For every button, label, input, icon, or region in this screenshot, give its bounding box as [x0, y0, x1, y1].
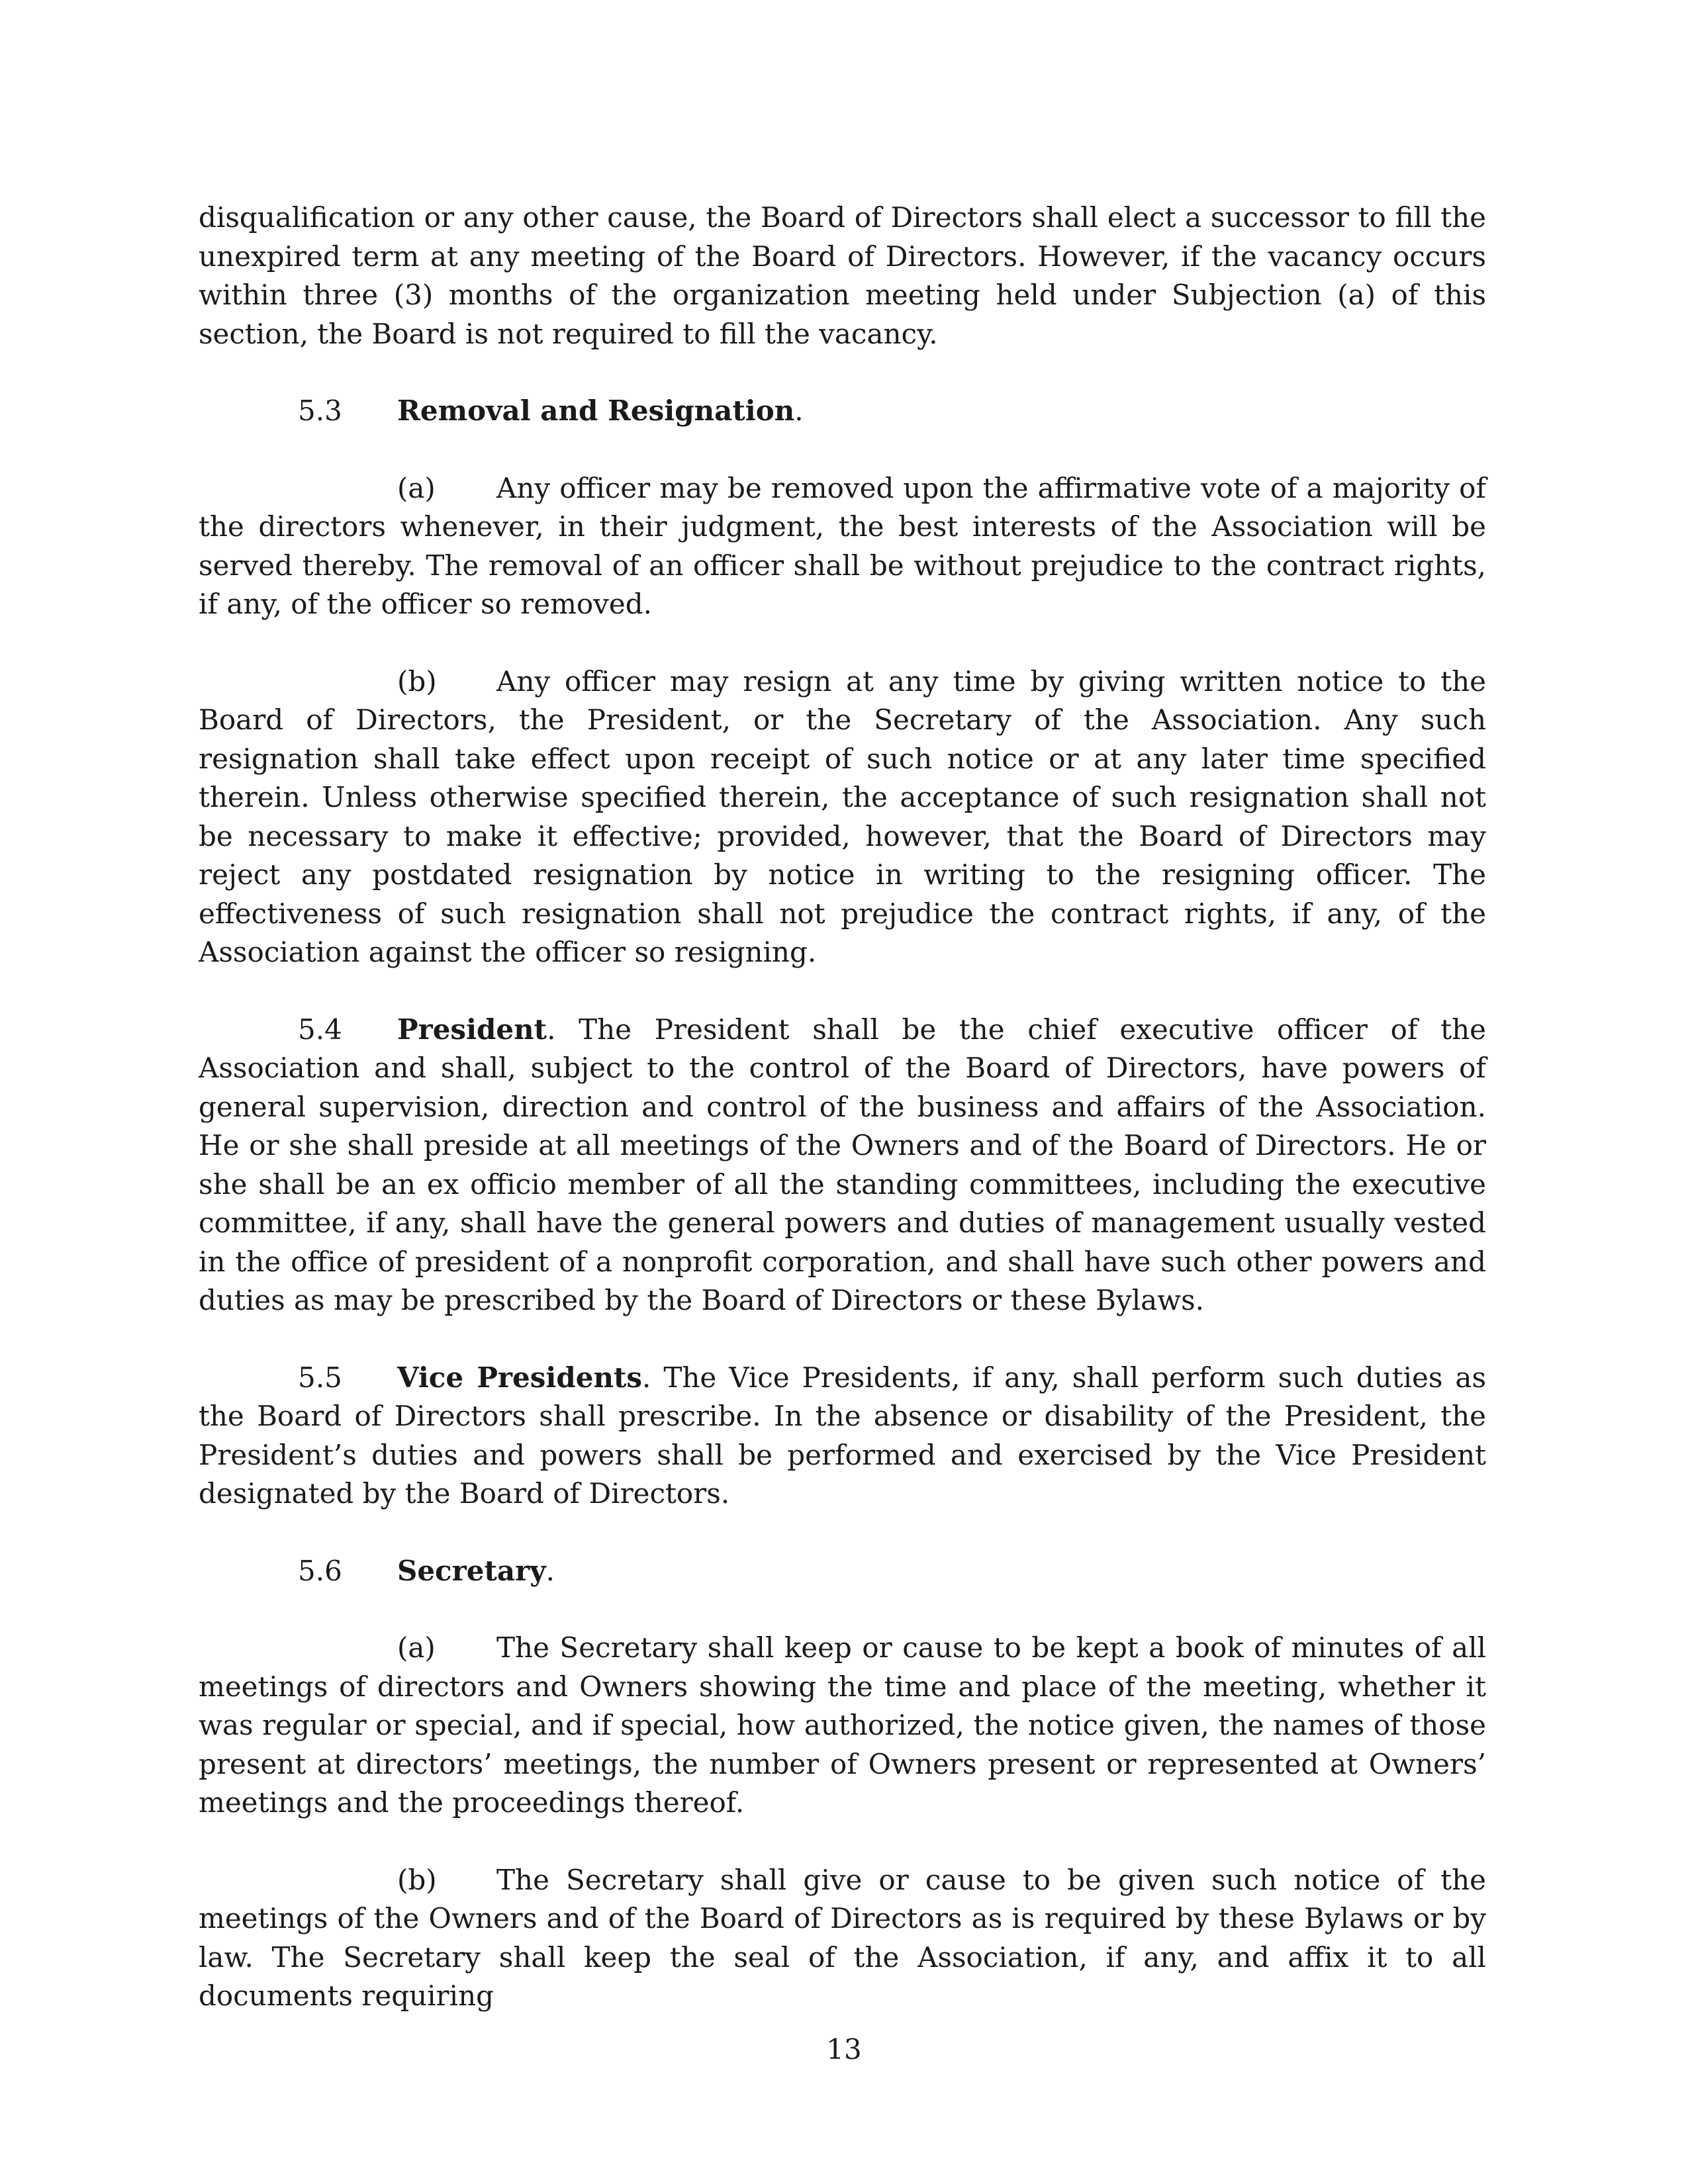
section-number: 5.4 — [298, 1013, 342, 1046]
subsection-text: The Secretary shall keep or cause to be kept a book of minutes of all meetings of directors and Owners showing the time and place of the meeting, whether it was regular or special, and if special, how authorized, the notice given, the names of those present at directors’ meetings, the number of Owners present or represented at Owners’ meetings and the proceedings thereof. — [199, 1631, 1486, 1819]
section-5-4-paragraph — [199, 1011, 1486, 1320]
section-title: Secretary — [397, 1554, 546, 1587]
section-5-6-a-paragraph — [199, 1629, 1486, 1823]
title-period: . — [545, 1554, 555, 1587]
section-title: President — [397, 1013, 547, 1046]
section-5-3-b-paragraph — [199, 662, 1486, 972]
section-title: Removal and Resignation — [397, 394, 795, 427]
subsection-text: The Secretary shall give or cause to be given such notice of the meetings of the Owners and of the Board of Directors as is required by these Bylaws or by law. The Secretary shall keep the seal of the Association, if any, and affix it to all documents requiring — [199, 1863, 1486, 2012]
section-number: 5.5 — [298, 1361, 342, 1394]
continuation-paragraph: disqualification or any other cause, the Board of Directors shall elect a successor to fill the unexpired term at any meeting of the Board of Directors. However, if the vacancy occurs within three (3) months of the organization meeting held under Subjection (a) of this section, the Board is not required to fill the vacancy. — [199, 201, 1486, 350]
section-text: . The Vice Presidents, if any, shall perform such duties as the Board of Directors shall prescribe. In the absence or disability of the President, the President’s duties and powers shall be performed and exercised by the Vice President designated by the Board of Directors. — [199, 1361, 1486, 1510]
section-5-6-heading — [199, 1552, 1486, 1591]
subsection-text: Any officer may be removed upon the affirmative vote of a majority of the directors whenever, in their judgment, the best interests of the Association will be served thereby. The removal of an officer shall be without prejudice to the contract rights, if any, of the officer so removed. — [199, 471, 1486, 620]
section-5-6-b-paragraph — [199, 1861, 1486, 2016]
subsection-label: (a) — [397, 471, 436, 504]
subsection-label: (a) — [397, 1631, 436, 1664]
section-number: 5.3 — [298, 394, 342, 427]
section-5-5-paragraph — [199, 1359, 1486, 1514]
subsection-text: Any officer may resign at any time by giving written notice to the Board of Directors, the President, or the Secretary of the Association. Any such resignation shall take effect upon receipt of such notice or at any later time specified therein. Unless otherwise specified therein, the acceptance of such resignation shall not be necessary to make it effective; provided, however, that the Board of Directors may reject any postdated resignation by notice in writing to the resigning officer. The effectiveness of such resignation shall not prejudice the contract rights, if any, of the Association against the officer so resigning. — [199, 664, 1486, 968]
subsection-label: (b) — [397, 664, 437, 698]
document-page — [199, 199, 1486, 2054]
section-number: 5.6 — [298, 1554, 342, 1587]
page-number: 13 — [826, 2033, 862, 2066]
section-5-3-a-paragraph — [199, 469, 1486, 624]
title-period: . — [794, 394, 804, 427]
section-5-3-heading — [199, 392, 1486, 431]
section-text: . The President shall be the chief executive officer of the Association and shall, subject to the control of the Board of Directors, have powers of general supervision, direction and control of the business and affairs of the Association. He or she shall preside at all meetings of the Owners and of the Board of Directors. He or she shall be an ex officio member of all the standing committees, including the executive committee, if any, shall have the general powers and duties of management usually vested in the office of president of a nonprofit corporation, and shall have such other powers and duties as may be prescribed by the Board of Directors or these Bylaws. — [199, 1013, 1486, 1316]
section-title: Vice Presidents — [397, 1361, 643, 1394]
subsection-label: (b) — [397, 1863, 437, 1896]
